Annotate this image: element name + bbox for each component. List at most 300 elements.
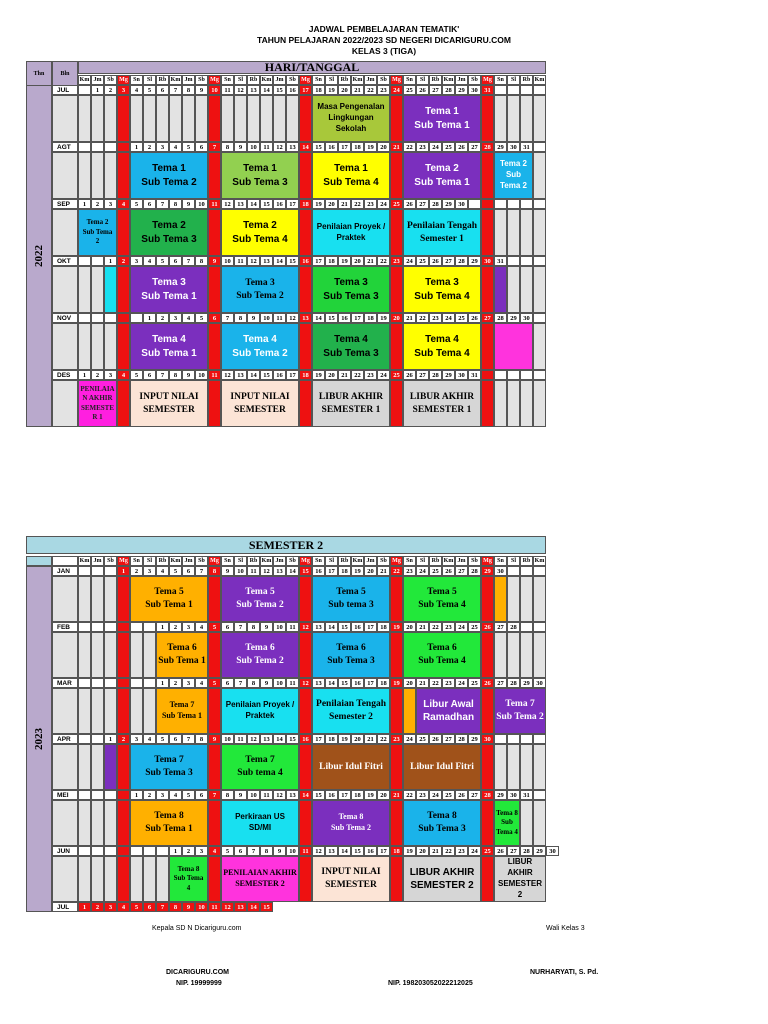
date-cell: 29 (520, 678, 533, 688)
date-cell: 14 (325, 678, 338, 688)
date-cell: 11 (286, 678, 299, 688)
date-cell: 6 (169, 734, 182, 744)
date-cell (533, 566, 546, 576)
day-header: Km (443, 558, 454, 564)
day-header: Mg (390, 75, 403, 85)
date-cell: 22 (364, 85, 377, 95)
date-cell: 13 (286, 142, 299, 152)
date-cell: 29 (442, 199, 455, 209)
kepala-label: Kepala SD N Dicariguru.com (152, 925, 242, 932)
date-cell: 27 (442, 734, 455, 744)
date-cell: 26 (403, 199, 416, 209)
date-cell: 21 (390, 142, 403, 152)
date-cell: 3 (182, 678, 195, 688)
date-cell: 2 (156, 313, 169, 323)
date-cell: 10 (195, 370, 208, 380)
date-cell: 20 (403, 678, 416, 688)
day-header: Sl (234, 556, 247, 566)
date-cell: 19 (338, 734, 351, 744)
blank-cell (91, 95, 104, 142)
date-cell: 1 (130, 790, 143, 800)
date-cell: 10 (195, 902, 208, 912)
schedule-block (494, 323, 533, 370)
blank-cell (52, 688, 78, 734)
blank-cell (52, 152, 78, 199)
schedule-block: Tema 1 Sub Tema 4 (312, 152, 390, 199)
date-cell (104, 142, 117, 152)
date-cell: 11 (208, 902, 221, 912)
date-cell: 8 (169, 902, 182, 912)
blank-cell (104, 576, 117, 622)
date-cell: 5 (143, 85, 156, 95)
schedule-block: Tema 5 Sub Tema 2 (221, 576, 299, 622)
blank-cell (533, 576, 546, 622)
date-cell: 29 (494, 142, 507, 152)
date-cell: 29 (468, 256, 481, 266)
blank-cell (78, 266, 91, 313)
date-cell: 24 (377, 370, 390, 380)
date-cell (520, 734, 533, 744)
schedule-block: Tema 3 Sub Tema 3 (312, 266, 390, 313)
date-cell: 9 (260, 622, 273, 632)
schedule-block: INPUT NILAI SEMESTER (312, 856, 390, 902)
blank-cell (104, 95, 117, 142)
date-cell: 19 (364, 790, 377, 800)
date-cell: 29 (533, 846, 546, 856)
blank-cell (494, 744, 507, 790)
date-cell: 27 (468, 790, 481, 800)
date-cell: 27 (416, 199, 429, 209)
blank-cell (520, 266, 533, 313)
blank-cell (143, 856, 156, 902)
date-cell: 15 (260, 370, 273, 380)
schedule-block: Libur Idul Fitri (403, 744, 481, 790)
date-cell: 29 (494, 790, 507, 800)
date-cell: 3 (104, 199, 117, 209)
date-cell: 13 (234, 902, 247, 912)
date-cell: 2 (169, 678, 182, 688)
date-cell: 11 (273, 313, 286, 323)
date-cell: 13 (325, 846, 338, 856)
date-cell: 7 (156, 199, 169, 209)
blank-cell (533, 632, 546, 678)
day-header: Sb (104, 556, 117, 566)
date-cell: 29 (507, 313, 520, 323)
day-header: Sb (286, 556, 299, 566)
blank-cell (91, 152, 104, 199)
date-cell: 31 (468, 370, 481, 380)
date-cell: 12 (312, 846, 325, 856)
date-cell: 7 (182, 734, 195, 744)
blank-cell (195, 95, 208, 142)
date-cell: 30 (481, 734, 494, 744)
date-cell (533, 256, 546, 266)
date-cell: 30 (507, 142, 520, 152)
date-cell: 13 (260, 734, 273, 744)
date-cell: 17 (364, 622, 377, 632)
date-cell: 21 (338, 199, 351, 209)
date-cell: 14 (338, 846, 351, 856)
date-cell: 4 (169, 142, 182, 152)
blank-cell (78, 688, 91, 734)
date-cell: 27 (481, 313, 494, 323)
date-cell: 28 (455, 734, 468, 744)
schedule-block: Tema 1 Sub Tema 1 (403, 95, 481, 142)
date-cell (91, 622, 104, 632)
date-cell: 19 (325, 85, 338, 95)
date-cell: 15 (325, 313, 338, 323)
date-cell: 26 (481, 678, 494, 688)
date-cell (91, 313, 104, 323)
thn-header: Thn (26, 61, 52, 87)
date-cell: 23 (442, 678, 455, 688)
year-label (26, 566, 52, 912)
schedule-block: Masa Pengenalan Lingkungan Sekolah (312, 95, 390, 142)
blank-cell (130, 632, 143, 678)
day-header: Sl (416, 556, 429, 566)
date-cell (78, 313, 91, 323)
date-cell: 24 (455, 622, 468, 632)
date-cell: 15 (260, 902, 273, 912)
date-cell: 21 (377, 566, 390, 576)
date-cell: 15 (338, 678, 351, 688)
date-cell: 6 (182, 566, 195, 576)
date-cell: 21 (338, 370, 351, 380)
schedule-block: INPUT NILAI SEMESTER (221, 380, 299, 427)
date-cell: 8 (182, 85, 195, 95)
date-cell: 8 (260, 846, 273, 856)
date-cell: 3 (104, 902, 117, 912)
date-cell: 24 (455, 678, 468, 688)
schedule-block: Tema 5 Sub tema 3 (312, 576, 390, 622)
date-cell: 28 (442, 85, 455, 95)
date-cell: 1 (143, 313, 156, 323)
blank-cell (143, 95, 156, 142)
date-cell: 20 (351, 734, 364, 744)
date-cell: 26 (442, 566, 455, 576)
blank-cell (52, 576, 78, 622)
wali-nip: NIP. 198203052022212025 (388, 980, 473, 987)
date-cell: 3 (104, 370, 117, 380)
day-header: Sl (325, 75, 338, 85)
sunday-bar (481, 85, 494, 427)
title-line-2: TAHUN PELAJARAN 2022/2023 SD NEGERI DICARIGURU.COM (257, 35, 511, 45)
blank-cell (104, 632, 117, 678)
date-cell: 9 (208, 734, 221, 744)
date-cell: 10 (208, 85, 221, 95)
date-cell: 9 (208, 256, 221, 266)
date-cell: 26 (468, 313, 481, 323)
year-text: 2023 (33, 728, 45, 750)
date-cell: 2 (130, 566, 143, 576)
date-cell: 3 (130, 734, 143, 744)
date-cell: 24 (377, 199, 390, 209)
date-cell: 22 (429, 622, 442, 632)
date-cell: 7 (234, 622, 247, 632)
day-header: Sn (403, 75, 416, 85)
blank-cell (143, 688, 156, 734)
blank-cell (533, 380, 546, 427)
date-cell: 6 (169, 256, 182, 266)
date-cell: 6 (221, 622, 234, 632)
date-cell: 18 (377, 678, 390, 688)
blank-cell (533, 266, 546, 313)
date-cell: 29 (442, 370, 455, 380)
date-cell: 19 (312, 199, 325, 209)
date-cell: 13 (312, 622, 325, 632)
blank-cell (91, 856, 104, 902)
blank-cell (52, 323, 78, 370)
date-cell: 20 (325, 199, 338, 209)
blank-cell (91, 266, 104, 313)
date-cell (533, 199, 546, 209)
date-cell: 12 (286, 313, 299, 323)
date-cell: 22 (351, 370, 364, 380)
schedule-block: Tema 8 Sub Tema 4 (494, 800, 520, 846)
blank-cell (273, 95, 286, 142)
date-cell: 19 (403, 846, 416, 856)
date-cell (91, 142, 104, 152)
day-header: Mg (117, 75, 130, 85)
date-cell: 18 (364, 313, 377, 323)
date-cell (520, 85, 533, 95)
date-cell: 23 (416, 142, 429, 152)
date-cell: 3 (156, 790, 169, 800)
blank-cell (52, 95, 78, 142)
date-cell: 1 (91, 85, 104, 95)
date-cell: 30 (507, 790, 520, 800)
blank-cell (507, 744, 520, 790)
date-cell (494, 734, 507, 744)
date-cell (507, 256, 520, 266)
date-cell: 11 (260, 142, 273, 152)
date-cell: 10 (273, 678, 286, 688)
date-cell: 15 (286, 256, 299, 266)
date-cell: 8 (169, 199, 182, 209)
date-cell: 1 (78, 902, 91, 912)
blank-cell (494, 95, 507, 142)
blank-cell (156, 95, 169, 142)
blank-cell (52, 744, 78, 790)
date-cell: 26 (481, 622, 494, 632)
date-cell: 23 (403, 566, 416, 576)
date-cell: 18 (299, 199, 312, 209)
sunday-bar (208, 85, 221, 427)
schedule-block: PENILAIA N AKHIR SEMESTE R 1 (78, 380, 117, 427)
date-cell: 30 (494, 566, 507, 576)
date-cell (130, 846, 143, 856)
date-cell: 16 (338, 313, 351, 323)
date-cell (78, 734, 91, 744)
blank-cell (104, 323, 117, 370)
schedule-block: Tema 8 Sub Tema 1 (130, 800, 208, 846)
day-header: Jm (91, 556, 104, 566)
date-cell: 14 (260, 85, 273, 95)
schedule-block: Tema 6 Sub Tema 3 (312, 632, 390, 678)
date-cell: 10 (221, 256, 234, 266)
date-cell: 17 (312, 256, 325, 266)
date-cell: 7 (208, 142, 221, 152)
date-cell: 19 (377, 313, 390, 323)
date-cell (78, 256, 91, 266)
day-header: Mg (299, 556, 312, 566)
date-cell: 10 (273, 622, 286, 632)
date-cell: 7 (156, 370, 169, 380)
day-header: Sb (377, 556, 390, 566)
date-cell: 10 (195, 199, 208, 209)
day-header: Mg (299, 75, 312, 85)
date-cell: 24 (403, 256, 416, 266)
date-cell (520, 566, 533, 576)
date-cell: 21 (364, 256, 377, 266)
date-cell: 8 (195, 256, 208, 266)
date-cell (78, 678, 91, 688)
date-cell: 2 (91, 902, 104, 912)
date-cell: 9 (234, 142, 247, 152)
date-cell: 7 (221, 313, 234, 323)
schedule-block (104, 266, 117, 313)
date-cell: 1 (117, 566, 130, 576)
date-cell: 21 (364, 734, 377, 744)
month-label: MAR (52, 678, 78, 688)
date-cell: 9 (260, 678, 273, 688)
date-cell: 3 (117, 85, 130, 95)
date-cell: 22 (403, 790, 416, 800)
blank-cell (78, 95, 91, 142)
date-cell: 15 (299, 566, 312, 576)
date-cell: 28 (468, 566, 481, 576)
date-cell: 28 (481, 142, 494, 152)
blank-cell (533, 800, 546, 846)
day-header: Km (534, 77, 545, 83)
schedule-block: Tema 6 Sub Tema 4 (403, 632, 481, 678)
date-cell: 7 (208, 790, 221, 800)
date-cell: 23 (455, 846, 468, 856)
date-cell: 1 (156, 622, 169, 632)
blank-cell (520, 744, 533, 790)
date-cell: 14 (299, 790, 312, 800)
month-label: FEB (52, 622, 78, 632)
date-cell: 16 (299, 734, 312, 744)
date-cell: 30 (533, 678, 546, 688)
date-cell: 24 (403, 734, 416, 744)
date-cell (91, 790, 104, 800)
date-cell: 15 (312, 142, 325, 152)
date-cell: 5 (156, 256, 169, 266)
date-cell: 8 (195, 734, 208, 744)
date-cell (104, 846, 117, 856)
day-header: Sb (195, 556, 208, 566)
date-cell: 9 (182, 199, 195, 209)
date-cell: 28 (455, 256, 468, 266)
month-label: AGT (52, 142, 78, 152)
day-header: Jm (91, 75, 104, 85)
blank-cell (130, 95, 143, 142)
date-cell: 25 (481, 846, 494, 856)
date-cell: 11 (208, 370, 221, 380)
blank-cell (78, 800, 91, 846)
day-header: Km (79, 77, 90, 83)
date-cell (507, 734, 520, 744)
date-cell: 25 (390, 370, 403, 380)
date-cell: 22 (377, 734, 390, 744)
date-cell: 17 (364, 678, 377, 688)
year-label (26, 85, 52, 427)
blank-cell (52, 856, 78, 902)
date-cell: 7 (169, 85, 182, 95)
day-header: Sb (104, 75, 117, 85)
sunday-bar (117, 85, 130, 427)
date-cell (520, 199, 533, 209)
schedule-block: Tema 8 Sub Tema 3 (403, 800, 481, 846)
date-cell: 17 (325, 566, 338, 576)
blank-cell (494, 632, 507, 678)
date-cell: 23 (416, 790, 429, 800)
schedule-block (403, 688, 416, 734)
day-header: Km (443, 77, 454, 83)
date-cell (143, 622, 156, 632)
blank-cell (286, 95, 299, 142)
date-cell (533, 313, 546, 323)
date-cell: 30 (455, 199, 468, 209)
blank-cell (104, 688, 117, 734)
date-cell: 15 (286, 734, 299, 744)
day-header: Sn (221, 75, 234, 85)
blank-cell (91, 576, 104, 622)
schedule-block: LIBUR AKHIR SEMESTER 2 (403, 856, 481, 902)
schedule-block: LIBUR AKHIR SEMESTER 1 (312, 380, 390, 427)
date-cell: 24 (468, 846, 481, 856)
day-header: Jm (182, 556, 195, 566)
date-cell: 11 (260, 790, 273, 800)
date-cell: 11 (286, 622, 299, 632)
blank-cell (520, 632, 533, 678)
day-header: Rb (429, 556, 442, 566)
date-cell: 28 (481, 790, 494, 800)
date-cell: 5 (130, 370, 143, 380)
date-cell (130, 622, 143, 632)
date-cell: 5 (182, 790, 195, 800)
date-cell (494, 85, 507, 95)
date-cell: 6 (234, 846, 247, 856)
day-header: Jm (455, 556, 468, 566)
day-header: Km (261, 558, 272, 564)
date-cell: 12 (299, 678, 312, 688)
date-cell: 12 (273, 790, 286, 800)
date-cell: 20 (364, 566, 377, 576)
corner-cell (52, 556, 78, 566)
date-cell: 6 (156, 85, 169, 95)
date-cell: 1 (78, 199, 91, 209)
date-cell: 18 (312, 85, 325, 95)
date-cell: 26 (455, 142, 468, 152)
sunday-bar (299, 566, 312, 912)
date-cell: 28 (507, 622, 520, 632)
blank-cell (520, 380, 533, 427)
date-cell: 20 (351, 256, 364, 266)
date-cell: 25 (416, 734, 429, 744)
day-header: Jm (364, 556, 377, 566)
blank-cell (247, 95, 260, 142)
kepala-name: DICARIGURU.COM (166, 969, 229, 976)
date-cell: 17 (351, 313, 364, 323)
section-banner: SEMESTER 2 (26, 536, 546, 554)
date-cell: 27 (455, 566, 468, 576)
date-cell: 15 (351, 846, 364, 856)
schedule-block: Tema 7 Sub Tema 3 (130, 744, 208, 790)
day-header: Sb (286, 75, 299, 85)
date-cell: 26 (429, 734, 442, 744)
